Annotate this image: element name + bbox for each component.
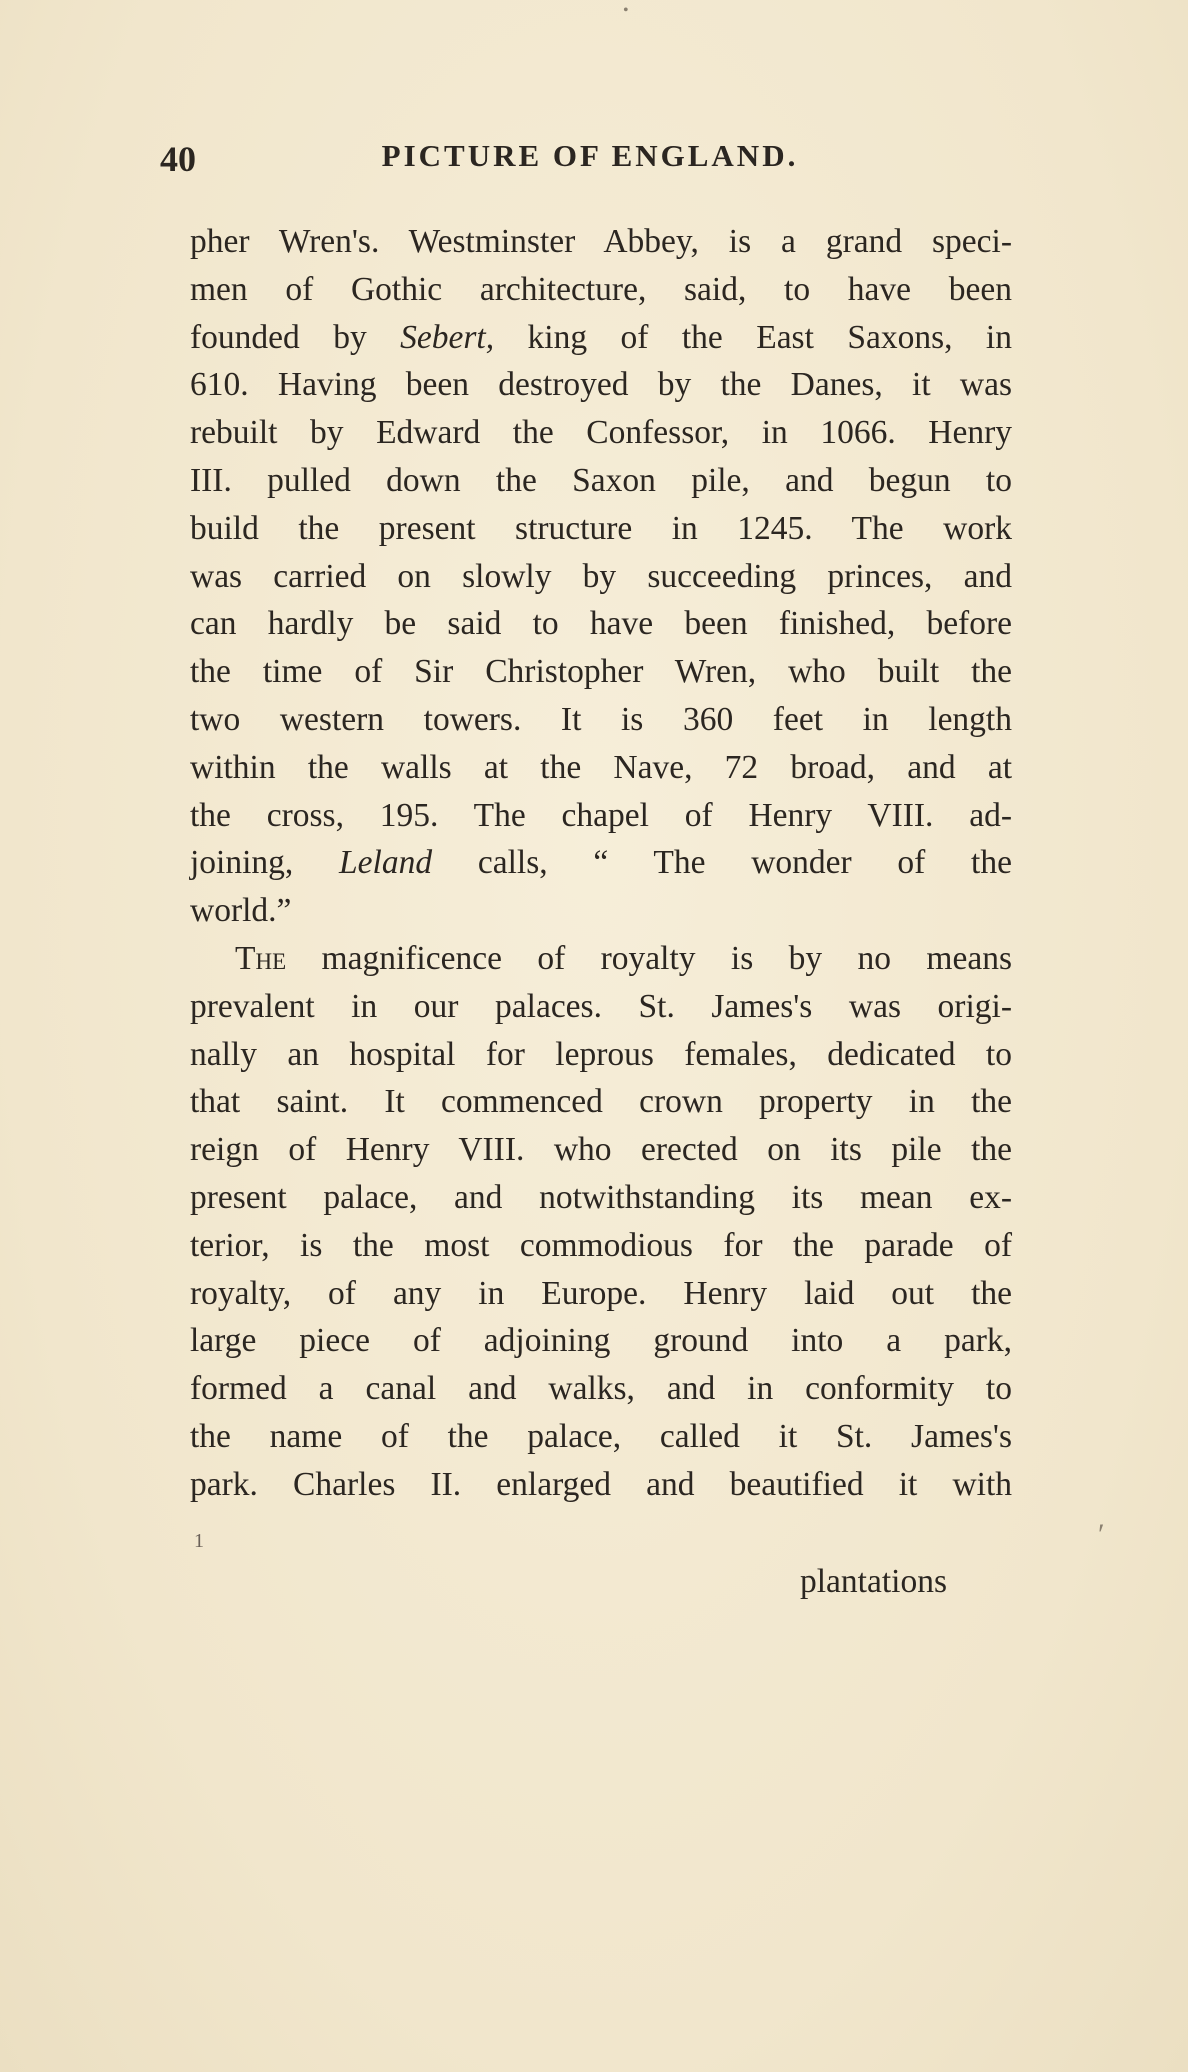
running-head: PICTURE OF ENGLAND.	[381, 138, 799, 173]
signature-mark: 1	[194, 1530, 204, 1552]
text-line	[190, 839, 1012, 887]
text-run: founded by	[190, 318, 401, 356]
text-line: prevalent in our palaces. St. James's was origi-	[190, 987, 1012, 1025]
text-run: joining,	[190, 844, 340, 882]
text-line: park. Charles II. enlarged and beautified it with	[190, 1465, 1012, 1503]
text-line: III. pulled down the Saxon pile, and begun to	[190, 461, 1012, 499]
text-line	[190, 935, 1012, 983]
text-run: magnificence of royalty is by no means	[286, 939, 1012, 977]
text-line: that saint. It commenced crown property in the	[190, 1083, 1012, 1121]
paragraph-2	[190, 935, 1012, 1509]
text-line: two western towers. It is 360 feet in length	[190, 700, 1012, 738]
text-line: men of Gothic architecture, said, to have been	[190, 270, 1012, 308]
speck-icon: •	[623, 2, 629, 19]
page-header	[160, 138, 1020, 182]
text-line: was carried on slowly by succeeding princes, and	[190, 557, 1012, 595]
text-line: nally an hospital for leprous females, dedicated to	[190, 1035, 1012, 1073]
text-line: royalty, of any in Europe. Henry laid out the	[190, 1274, 1012, 1312]
text-line: can hardly be said to have been finished, before	[190, 605, 1012, 643]
margin-tick-icon: ′	[1098, 1518, 1105, 1551]
text-run: calls, “ The wonder of the	[432, 844, 1012, 882]
page-number: 40	[160, 139, 196, 179]
text-line: the cross, 195. The chapel of Henry VIII. ad-	[190, 796, 1012, 834]
text-run: king of the East Saxons, in	[494, 318, 1012, 356]
small-caps-opening: The	[235, 939, 287, 977]
text-line: reign of Henry VIII. who erected on its pile the	[190, 1131, 1012, 1169]
text-line: the time of Sir Christopher Wren, who built the	[190, 653, 1012, 691]
text-line: terior, is the most commodious for the parade of	[190, 1226, 1012, 1264]
text-line: within the walls at the Nave, 72 broad, and at	[190, 748, 1012, 786]
italic-name-leland: Leland	[339, 844, 433, 882]
text-line: formed a canal and walks, and in conformity to	[190, 1370, 1012, 1408]
text-line: world.”	[190, 892, 292, 930]
text-line: present palace, and notwithstanding its mean ex-	[190, 1178, 1012, 1216]
text-line: pher Wren's. Westminster Abbey, is a grand speci-	[190, 223, 1012, 260]
italic-name-sebert: Sebert,	[400, 318, 495, 356]
catchword: plantations	[800, 1563, 948, 1600]
text-line: build the present structure in 1245. The work	[190, 509, 1012, 547]
text-line	[190, 314, 1012, 362]
text-line: rebuilt by Edward the Confessor, in 1066. Henry	[190, 414, 1012, 452]
paragraph-1	[190, 218, 1012, 935]
text-line: the name of the palace, called it St. James's	[190, 1417, 1012, 1455]
body-text	[190, 218, 1012, 1509]
text-line: large piece of adjoining ground into a park,	[190, 1322, 1012, 1360]
text-line: 610. Having been destroyed by the Danes, it was	[190, 366, 1012, 404]
